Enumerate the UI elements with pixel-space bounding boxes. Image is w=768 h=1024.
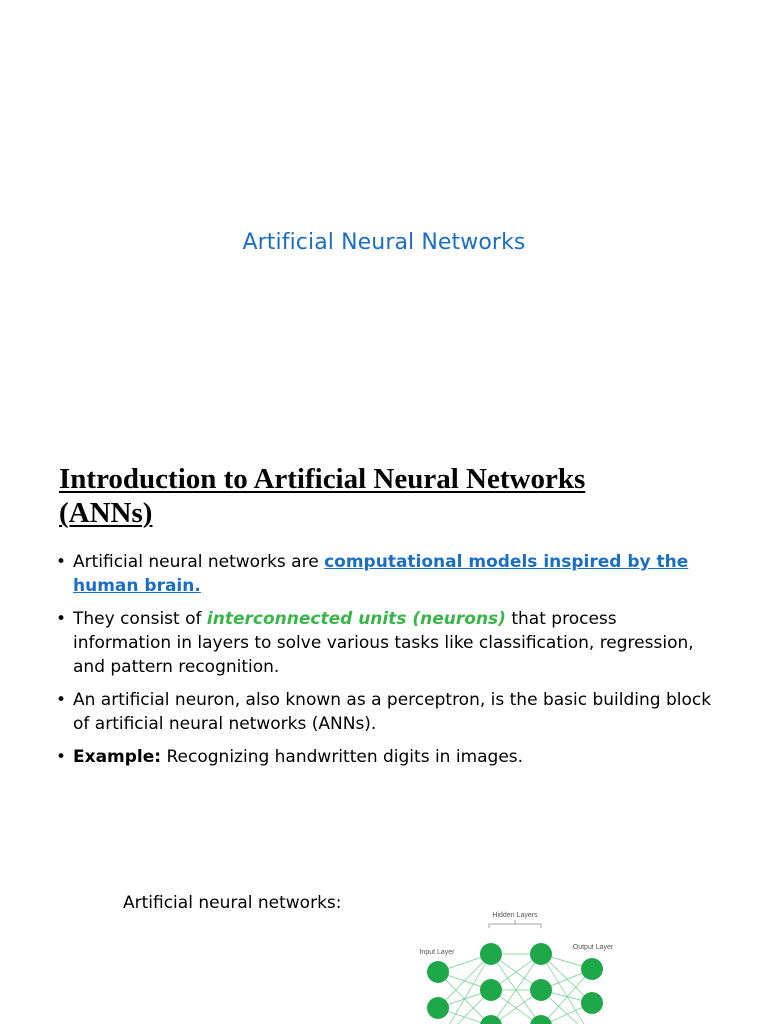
bullet-text: Recognizing handwritten digits in images. xyxy=(161,747,524,767)
list-item xyxy=(56,607,716,679)
diagram-edge xyxy=(438,954,491,1008)
bullet-text: An artificial neuron, also known as a perceptron, is the basic building block of artificial neural networks (ANNs). xyxy=(73,690,712,734)
section-heading xyxy=(59,462,739,530)
list-item xyxy=(56,550,716,598)
neuron-node xyxy=(427,997,449,1019)
bullet-glyph: • xyxy=(56,609,67,629)
neuron-node xyxy=(581,958,603,980)
hidden-layers-label: Hidden Layers xyxy=(492,912,538,919)
neuron-node xyxy=(427,961,449,983)
list-item xyxy=(56,745,716,769)
emphasis-text: interconnected units (neurons) xyxy=(206,609,506,629)
bullet-text: They consist of xyxy=(73,609,207,629)
input-layer-label: Input Layer xyxy=(419,949,455,956)
figure-caption: Artificial neural networks: xyxy=(123,893,342,913)
hidden-layers-bracket xyxy=(489,920,541,928)
bullet-glyph: • xyxy=(56,690,67,710)
bullet-glyph: • xyxy=(56,552,67,572)
bullet-glyph: • xyxy=(56,747,67,767)
example-label: Example: xyxy=(73,747,162,767)
section-heading-line1: Introduction to Artificial Neural Networks xyxy=(59,463,586,495)
neuron-node xyxy=(581,992,603,1014)
neuron-node xyxy=(480,1015,502,1024)
neuron-node xyxy=(480,943,502,965)
neural-network-diagram xyxy=(405,905,635,1024)
neuron-node xyxy=(530,943,552,965)
diagram-edges xyxy=(438,954,592,1024)
neuron-node xyxy=(480,979,502,1001)
bullet-text: that process information in layers to solve various tasks like classification, regression, and pattern recognition. xyxy=(73,609,694,677)
section-heading-line2: (ANNs) xyxy=(59,497,153,529)
slide-title: Artificial Neural Networks xyxy=(242,230,526,255)
inline-link[interactable]: computational models inspired by the human brain. xyxy=(73,552,689,596)
list-item xyxy=(56,688,716,736)
bullet-text: Artificial neural networks are xyxy=(73,552,325,572)
output-layer-label: Output Layer xyxy=(572,944,614,951)
neuron-node xyxy=(530,979,552,1001)
neuron-node xyxy=(530,1015,552,1024)
bullet-list xyxy=(56,550,716,778)
